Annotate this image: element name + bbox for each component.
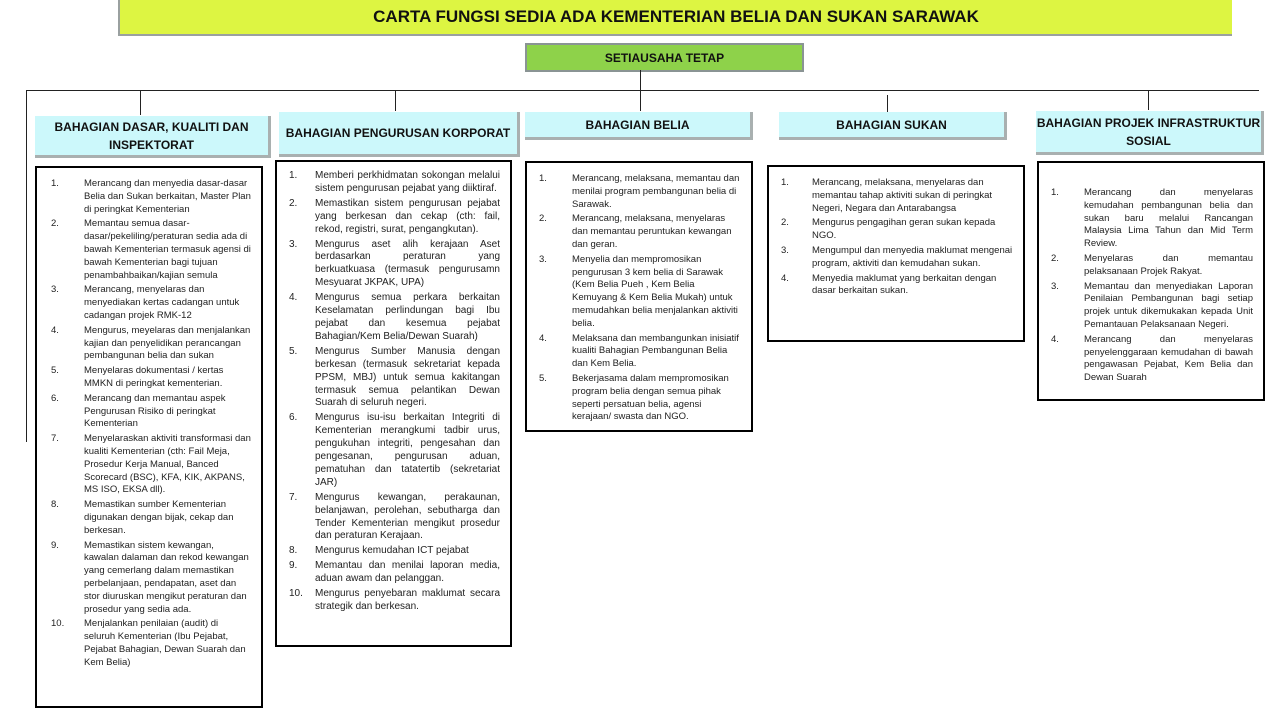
list-item: 3. Merancang, menyelaras dan menyediakan kertas cadangan untuk cadangan projek RMK-12 [51, 284, 240, 321]
dept-header-sukan: BAHAGIAN SUKAN [779, 112, 1007, 140]
list-item: 2. Mengurus pengagihan geran sukan kepada NGO. [781, 217, 996, 242]
list-item: 9. Memantau dan menilai laporan media, aduan awam dan pelanggan. [289, 560, 500, 585]
list-item: 4. Mengurus, meyelaras dan menjalankan kajian dan penyelidikan perancangan pembangunan belia dan sukan [51, 324, 251, 362]
list-item: 7. Mengurus kewangan, perakaunan, belanjawan, perolehan, sebutharga dan Tender Kementerian mengikut prosedur dan peraturan Kerajaan. [289, 491, 500, 542]
list-item: 2. Merancang, melaksana, menyelaras dan memantau peruntukan kewangan dan geran. [539, 213, 732, 250]
list-item: 2. Memantau semua dasar-dasar/pekeliling/peraturan sedia ada di bawah Kementerian termasuk agensi di bawah Kementerian bagi tujuan penambahbaikan/kajian semula [51, 218, 251, 281]
function-card-korporat [275, 160, 512, 647]
list-item: 10. Mengurus penyebaran maklumat secara strategik dan berkesan. [289, 588, 500, 612]
function-card-sukan [767, 165, 1025, 342]
root-node: SETIAUSAHA TETAP [525, 43, 804, 72]
list-item: 3. Memantau dan menyediakan Laporan Penilaian Pembangunan bagi setiap projek untuk dikemukakan kepada Unit Pemantauan Pelaksanaan Negeri. [1051, 280, 1253, 330]
list-item: 5. Bekerjasama dalam mempromosikan program belia dengan semua pihak seperti persatuan belia, agensi kerajaan/ swasta dan NGO. [539, 372, 729, 423]
list-item: 8. Mengurus kemudahan ICT pejabat [289, 545, 469, 557]
dept-header-belia: BAHAGIAN BELIA [525, 112, 753, 140]
connector-projek [1148, 90, 1149, 110]
list-item: 5. Menyelaras dokumentasi / kertas MMKN di peringkat kementerian. [51, 365, 224, 389]
connector-sukan [887, 95, 888, 112]
list-item: 4. Melaksana dan membangunkan inisiatif kualiti Bahagian Pembangunan Belia dan Kem Belia. [539, 332, 739, 370]
list-item: 5. Mengurus Sumber Manusia dengan berkesan (termasuk sekretariat kepada PPSM, MBJ) untuk semua kakitangan termasuk semua pelantikan Dewan Suarah di seluruh negeri. [289, 345, 500, 409]
connector-korporat [395, 90, 396, 111]
connector-dasar [140, 90, 141, 115]
list-item: 1. Merancang dan menyelaras kemudahan pembangunan belia dan sukan baru melalui Rancangan Malaysia Lima Tahun dan Mid Term Review. [1051, 187, 1253, 250]
list-item: 3. Mengumpul dan menyedia maklumat mengenai program, aktiviti dan kemudahan sukan. [781, 244, 1013, 269]
chart-title: CARTA FUNGSI SEDIA ADA KEMENTERIAN BELIA DAN SUKAN SARAWAK [118, 0, 1232, 36]
list-item: 8. Memastikan sumber Kementerian digunakan dengan bijak, cekap dan berkesan. [51, 499, 234, 536]
list-item: 3. Mengurus aset alih kerajaan Aset berdasarkan peraturan yang berkuatkuasa (termasuk pengurusamn Mesyuarat JKPAK, UPA) [289, 238, 500, 289]
list-item: 9. Memastikan sistem kewangan, kawalan dalaman dan rekod kewangan yang cemerlang dalam memastikan perbelanjaan, pendapatan, aset dan stor diuruskan mengikut peraturan dan prosedur yang sedia ada. [51, 539, 249, 615]
list-item: 6. Mengurus isu-isu berkaitan Integriti di Kementerian merangkumi tadbir urus, pengukuhan integriti, pengesahan dan pengesanan, pengurusan aduan, pematuhan dan tatatertib (sekretariat JAR) [289, 412, 500, 488]
function-card-dasar [35, 166, 263, 708]
connector-horizontal-bus [26, 90, 1259, 91]
dept-header-korporat: BAHAGIAN PENGURUSAN KORPORAT [279, 112, 520, 157]
list-item: 4. Merancang dan menyelaras penyelenggaraan kemudahan di bawah pengawasan Pejabat, Kem Belia dan Dewan Suarah [1051, 333, 1253, 384]
list-item: 1. Merancang, melaksana, menyelaras dan memantau tahap aktiviti sukan di peringkat Negeri, Negara dan Antarabangsa [781, 177, 993, 214]
list-item: 1. Merancang dan menyedia dasar-dasar Belia dan Sukan berkaitan, Master Plan di peringkat Kementerian [51, 178, 251, 215]
connector-left-trunk [26, 90, 27, 442]
dept-header-projek: BAHAGIAN PROJEK INFRASTRUKTUR SOSIAL [1036, 111, 1264, 155]
list-item: 1. Merancang, melaksana, memantau dan menilai program pembangunan belia di Sarawak. [539, 173, 740, 210]
list-item: 7. Menyelaraskan aktiviti transformasi dan kualiti Kementerian (cth: Fail Meja, Prosedur Kerja Manual, Banced Scorecard (BSC), KFA, KIK, AKPANS, MS ISO, EKSA dll). [51, 433, 251, 496]
list-item: 2. Menyelaras dan memantau pelaksanaan Projek Rakyat. [1051, 252, 1253, 277]
list-item: 3. Menyelia dan mempromosikan pengurusan 3 kem belia di Sarawak (Kem Belia Pueh , Kem Belia Kemuyang & Kem Belia Mukah) untuk memudahkan belia menjalankan aktiviti belia. [539, 253, 738, 329]
list-item: 6. Merancang dan memantau aspek Pengurusan Risiko di peringkat Kementerian [51, 392, 226, 430]
function-card-projek [1037, 161, 1265, 401]
list-item: 1. Memberi perkhidmatan sokongan melalui sistem pengurusan pejabat yang diiktiraf. [289, 170, 500, 194]
dept-header-dasar: BAHAGIAN DASAR, KUALITI DAN INSPEKTORAT [35, 116, 271, 158]
list-item: 4. Mengurus semua perkara berkaitan Keselamatan perlindungan bagi Ibu pejabat dan kesemua pejabat Bahagian/Kem Belia/Dewan Suarah) [289, 292, 500, 342]
list-item: 2. Memastikan sistem pengurusan pejabat yang berkesan dan cekap (cth: fail, rekod, registri, surat, pengangkutan). [289, 197, 500, 235]
list-item: 10. Menjalankan penilaian (audit) di seluruh Kementerian (Ibu Pejabat, Pejabat Bahagian, Dewan Suarah dan Kem Belia) [51, 618, 246, 668]
list-item: 4. Menyedia maklumat yang berkaitan dengan dasar berkaitan sukan. [781, 272, 997, 297]
function-card-belia [525, 161, 753, 432]
